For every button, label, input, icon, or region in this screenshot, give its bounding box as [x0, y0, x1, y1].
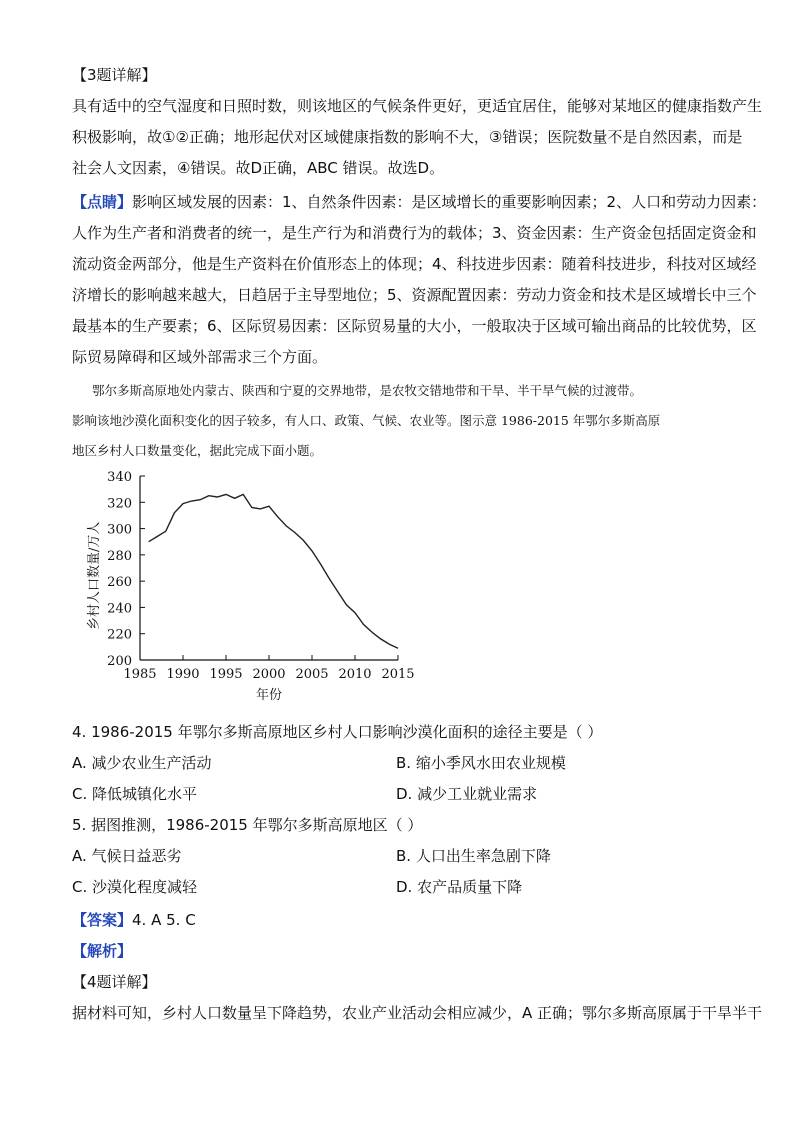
tip-line: 人作为生产者和消费者的统一，是生产行为和消费行为的载体；3、资金因素：生产资金包括固定资金和	[72, 224, 757, 242]
material-line: 影响该地沙漠化面积变化的因子较多，有人口、政策、气候、农业等。图示意 1986-2015 年鄂尔多斯高原	[72, 413, 661, 428]
tip-line: 流动资金两部分，他是生产资料在价值形态上的体现；4、科技进步因素：随着科技进步，科技对区域经	[72, 255, 757, 273]
y-axis-label: 乡村人口数量/万人	[87, 521, 102, 630]
explain4-heading: 【4题详解】	[72, 973, 157, 991]
y-tick-label: 340	[107, 470, 132, 485]
x-tick-label: 2000	[252, 667, 286, 682]
q5-option-d[interactable]: D. 农产品质量下降	[396, 878, 523, 896]
y-tick-label: 300	[107, 522, 132, 538]
x-tick-label: 2015	[381, 667, 415, 682]
q5-option-a[interactable]: A. 气候日益恶劣	[72, 847, 182, 865]
tip-label: 【点睛】	[72, 193, 133, 211]
y-tick-label: 200	[107, 654, 132, 669]
question-4-stem: 4. 1986-2015 年鄂尔多斯高原地区乡村人口影响沙漠化面积的途径主要是（ ）	[72, 723, 603, 741]
q4-option-c[interactable]: C. 降低城镇化水平	[72, 785, 198, 803]
population-line	[149, 494, 398, 648]
explain4-line: 据材料可知，乡村人口数量呈下降趋势，农业产业活动会相应减少，A 正确；鄂尔多斯高原属于干旱半干	[72, 1004, 763, 1022]
y-tick-label: 220	[107, 627, 132, 643]
q4-option-a[interactable]: A. 减少农业生产活动	[72, 754, 212, 772]
tip-line	[72, 187, 767, 217]
y-tick-label: 240	[107, 601, 132, 617]
rural-population-chart	[68, 462, 428, 712]
explain3-line: 具有适中的空气湿度和日照时数，则该地区的气候条件更好，更适宜居住，能够对某地区的健康指数产生	[72, 97, 763, 115]
y-tick-label: 280	[107, 548, 132, 564]
material-line: 地区乡村人口数量变化，据此完成下面小题。	[72, 443, 323, 458]
q4-option-b[interactable]: B. 缩小季风水田农业规模	[396, 754, 566, 772]
tip-line: 济增长的影响越来越大，日趋居于主导型地位；5、资源配置因素：劳动力资金和技术是区域增长中三个	[72, 286, 757, 304]
q4-option-d[interactable]: D. 减少工业就业需求	[396, 785, 538, 803]
y-tick-label: 260	[107, 575, 132, 591]
answer-label: 【答案】	[72, 911, 133, 929]
material-line: 鄂尔多斯高原地处内蒙古、陕西和宁夏的交界地带，是农牧交错地带和干旱、半干旱气候的过渡带。	[92, 383, 643, 398]
tip-text: 影响区域发展的因素：1、自然条件因素：是区域增长的重要影响因素；2、人口和劳动力因素：	[132, 193, 767, 211]
x-tick-label: 2010	[338, 667, 372, 682]
answer-line	[72, 905, 722, 935]
y-tick-label: 320	[107, 496, 132, 512]
tip-line: 最基本的生产要素；6、区际贸易因素：区际贸易量的大小，一般取决于区域可输出商品的比较优势，区	[72, 317, 757, 335]
q5-option-b[interactable]: B. 人口出生率急剧下降	[396, 847, 551, 865]
x-tick-label: 2005	[295, 667, 329, 682]
x-tick-label: 1995	[209, 667, 243, 682]
answer-text: 4. A 5. C	[132, 911, 196, 929]
explain3-line: 社会人文因素，④错误。故D正确，ABC 错误。故选D。	[72, 159, 445, 177]
tip-line: 际贸易障碍和区域外部需求三个方面。	[72, 348, 328, 366]
q5-option-c[interactable]: C. 沙漠化程度减轻	[72, 878, 198, 896]
question-5-stem: 5. 据图推测，1986-2015 年鄂尔多斯高原地区（ ）	[72, 816, 423, 834]
analysis-label: 【解析】	[72, 942, 133, 960]
explain3-line: 积极影响，故①②正确；地形起伏对区域健康指数的影响不大，③错误；医院数量不是自然因素，而是	[72, 128, 743, 146]
x-tick-label: 1990	[166, 667, 200, 682]
x-tick-label: 1985	[123, 667, 157, 682]
x-axis-label: 年份	[255, 688, 283, 703]
explain3-heading: 【3题详解】	[72, 66, 157, 84]
